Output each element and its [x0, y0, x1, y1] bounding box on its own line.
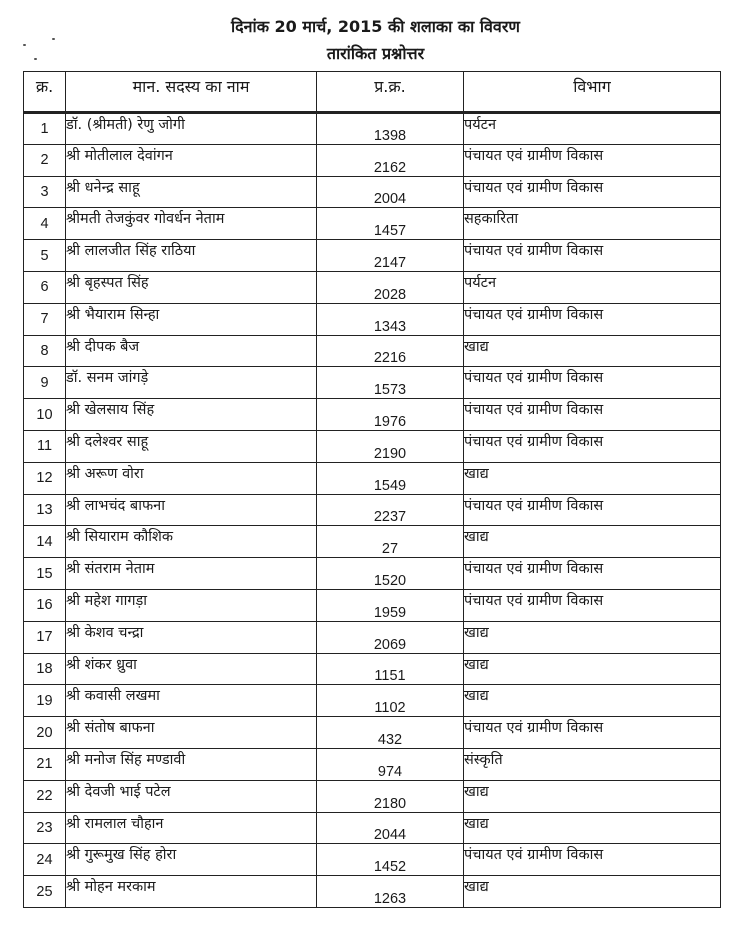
- department-cell: पर्यटन: [464, 271, 721, 303]
- serial-number-cell: 9: [24, 367, 66, 399]
- serial-number-cell: 14: [24, 526, 66, 558]
- department-cell: खाद्य: [464, 526, 721, 558]
- table-row: [24, 685, 721, 717]
- table-row: [24, 367, 721, 399]
- member-name-cell: श्री शंकर ध्रुवा: [66, 653, 317, 685]
- member-name-cell: श्री अरूण वोरा: [66, 462, 317, 494]
- question-number-cell: 27: [317, 526, 464, 558]
- table-row: [24, 748, 721, 780]
- table-row: [24, 558, 721, 590]
- department-cell: खाद्य: [464, 876, 721, 908]
- table-header-row: [24, 72, 721, 113]
- table-row: [24, 462, 721, 494]
- department-cell: पंचायत एवं ग्रामीण विकास: [464, 399, 721, 431]
- member-name-cell: श्री देवजी भाई पटेल: [66, 780, 317, 812]
- question-number-cell: 2216: [317, 335, 464, 367]
- table-body: [24, 113, 721, 908]
- department-cell: पर्यटन: [464, 113, 721, 145]
- column-header-serial: क्र.: [24, 72, 66, 113]
- department-cell: पंचायत एवं ग्रामीण विकास: [464, 494, 721, 526]
- table-row: [24, 113, 721, 145]
- serial-number-cell: 25: [24, 876, 66, 908]
- question-number-cell: 1457: [317, 208, 464, 240]
- question-number-cell: 1343: [317, 303, 464, 335]
- page-title: दिनांक 20 मार्च, 2015 की शलाका का विवरण: [231, 17, 520, 36]
- member-name-cell: श्री कवासी लखमा: [66, 685, 317, 717]
- table-row: [24, 303, 721, 335]
- table-row: [24, 494, 721, 526]
- shalaka-table: [23, 71, 721, 908]
- member-name-cell: श्री सियाराम कौशिक: [66, 526, 317, 558]
- table-row: [24, 621, 721, 653]
- department-cell: पंचायत एवं ग्रामीण विकास: [464, 558, 721, 590]
- member-name-cell: श्री लाभचंद बाफना: [66, 494, 317, 526]
- table-row: [24, 812, 721, 844]
- department-cell: पंचायत एवं ग्रामीण विकास: [464, 430, 721, 462]
- question-number-cell: 1976: [317, 399, 464, 431]
- department-cell: सहकारिता: [464, 208, 721, 240]
- member-name-cell: श्रीमती तेजकुंवर गोवर्धन नेताम: [66, 208, 317, 240]
- member-name-cell: श्री भैयाराम सिन्हा: [66, 303, 317, 335]
- page-subtitle: तारांकित प्रश्नोत्तर: [326, 44, 425, 63]
- department-cell: पंचायत एवं ग्रामीण विकास: [464, 589, 721, 621]
- department-cell: खाद्य: [464, 462, 721, 494]
- member-name-cell: श्री संतोष बाफना: [66, 717, 317, 749]
- serial-number-cell: 16: [24, 589, 66, 621]
- question-number-cell: 2069: [317, 621, 464, 653]
- department-cell: खाद्य: [464, 335, 721, 367]
- member-name-cell: श्री महेश गागड़ा: [66, 589, 317, 621]
- question-number-cell: 1573: [317, 367, 464, 399]
- table-row: [24, 335, 721, 367]
- serial-number-cell: 11: [24, 430, 66, 462]
- serial-number-cell: 4: [24, 208, 66, 240]
- department-cell: खाद्य: [464, 621, 721, 653]
- table-row: [24, 176, 721, 208]
- question-number-cell: 1520: [317, 558, 464, 590]
- table-row: [24, 240, 721, 272]
- member-name-cell: श्री मनोज सिंह मण्डावी: [66, 748, 317, 780]
- department-cell: खाद्य: [464, 653, 721, 685]
- scan-speck: [23, 44, 26, 46]
- department-cell: पंचायत एवं ग्रामीण विकास: [464, 717, 721, 749]
- member-name-cell: श्री गुरूमुख सिंह होरा: [66, 844, 317, 876]
- serial-number-cell: 2: [24, 144, 66, 176]
- member-name-cell: श्री धनेन्द्र साहू: [66, 176, 317, 208]
- table-row: [24, 208, 721, 240]
- serial-number-cell: 24: [24, 844, 66, 876]
- serial-number-cell: 19: [24, 685, 66, 717]
- department-cell: पंचायत एवं ग्रामीण विकास: [464, 176, 721, 208]
- department-cell: संस्कृति: [464, 748, 721, 780]
- question-number-cell: 1151: [317, 653, 464, 685]
- member-name-cell: श्री खेलसाय सिंह: [66, 399, 317, 431]
- column-header-department: विभाग: [464, 72, 721, 113]
- department-cell: पंचायत एवं ग्रामीण विकास: [464, 844, 721, 876]
- scan-speck: [52, 38, 55, 40]
- question-number-cell: 432: [317, 717, 464, 749]
- department-cell: पंचायत एवं ग्रामीण विकास: [464, 303, 721, 335]
- serial-number-cell: 1: [24, 113, 66, 145]
- table-row: [24, 780, 721, 812]
- question-number-cell: 1959: [317, 589, 464, 621]
- table-row: [24, 430, 721, 462]
- serial-number-cell: 5: [24, 240, 66, 272]
- member-name-cell: डॉ. सनम जांगड़े: [66, 367, 317, 399]
- member-name-cell: श्री दलेश्वर साहू: [66, 430, 317, 462]
- table-row: [24, 844, 721, 876]
- department-cell: पंचायत एवं ग्रामीण विकास: [464, 240, 721, 272]
- table-row: [24, 717, 721, 749]
- member-name-cell: श्री केशव चन्द्रा: [66, 621, 317, 653]
- department-cell: खाद्य: [464, 685, 721, 717]
- table-row: [24, 653, 721, 685]
- table-row: [24, 271, 721, 303]
- member-name-cell: श्री दीपक बैज: [66, 335, 317, 367]
- table-row: [24, 144, 721, 176]
- member-name-cell: श्री मोतीलाल देवांगन: [66, 144, 317, 176]
- question-number-cell: 2044: [317, 812, 464, 844]
- serial-number-cell: 12: [24, 462, 66, 494]
- question-number-cell: 2237: [317, 494, 464, 526]
- serial-number-cell: 17: [24, 621, 66, 653]
- question-number-cell: 974: [317, 748, 464, 780]
- question-number-cell: 1549: [317, 462, 464, 494]
- table-row: [24, 399, 721, 431]
- serial-number-cell: 22: [24, 780, 66, 812]
- member-name-cell: डॉ. (श्रीमती) रेणु जोगी: [66, 113, 317, 145]
- serial-number-cell: 23: [24, 812, 66, 844]
- table-row: [24, 526, 721, 558]
- question-number-cell: 2162: [317, 144, 464, 176]
- member-name-cell: श्री संतराम नेताम: [66, 558, 317, 590]
- table-row: [24, 876, 721, 908]
- serial-number-cell: 3: [24, 176, 66, 208]
- serial-number-cell: 21: [24, 748, 66, 780]
- member-name-cell: श्री रामलाल चौहान: [66, 812, 317, 844]
- serial-number-cell: 20: [24, 717, 66, 749]
- question-number-cell: 2180: [317, 780, 464, 812]
- department-cell: पंचायत एवं ग्रामीण विकास: [464, 367, 721, 399]
- member-name-cell: श्री बृहस्पत सिंह: [66, 271, 317, 303]
- serial-number-cell: 8: [24, 335, 66, 367]
- question-number-cell: 2004: [317, 176, 464, 208]
- question-number-cell: 1263: [317, 876, 464, 908]
- scan-speck: [34, 58, 37, 60]
- column-header-question-number: प्र.क्र.: [317, 72, 464, 113]
- question-number-cell: 2028: [317, 271, 464, 303]
- member-name-cell: श्री लालजीत सिंह राठिया: [66, 240, 317, 272]
- serial-number-cell: 7: [24, 303, 66, 335]
- question-number-cell: 2147: [317, 240, 464, 272]
- table-row: [24, 589, 721, 621]
- serial-number-cell: 10: [24, 399, 66, 431]
- serial-number-cell: 15: [24, 558, 66, 590]
- column-header-member-name: मान. सदस्य का नाम: [66, 72, 317, 113]
- question-number-cell: 2190: [317, 430, 464, 462]
- serial-number-cell: 13: [24, 494, 66, 526]
- question-number-cell: 1452: [317, 844, 464, 876]
- department-cell: खाद्य: [464, 780, 721, 812]
- department-cell: खाद्य: [464, 812, 721, 844]
- question-number-cell: 1102: [317, 685, 464, 717]
- member-name-cell: श्री मोहन मरकाम: [66, 876, 317, 908]
- serial-number-cell: 6: [24, 271, 66, 303]
- department-cell: पंचायत एवं ग्रामीण विकास: [464, 144, 721, 176]
- question-number-cell: 1398: [317, 113, 464, 145]
- serial-number-cell: 18: [24, 653, 66, 685]
